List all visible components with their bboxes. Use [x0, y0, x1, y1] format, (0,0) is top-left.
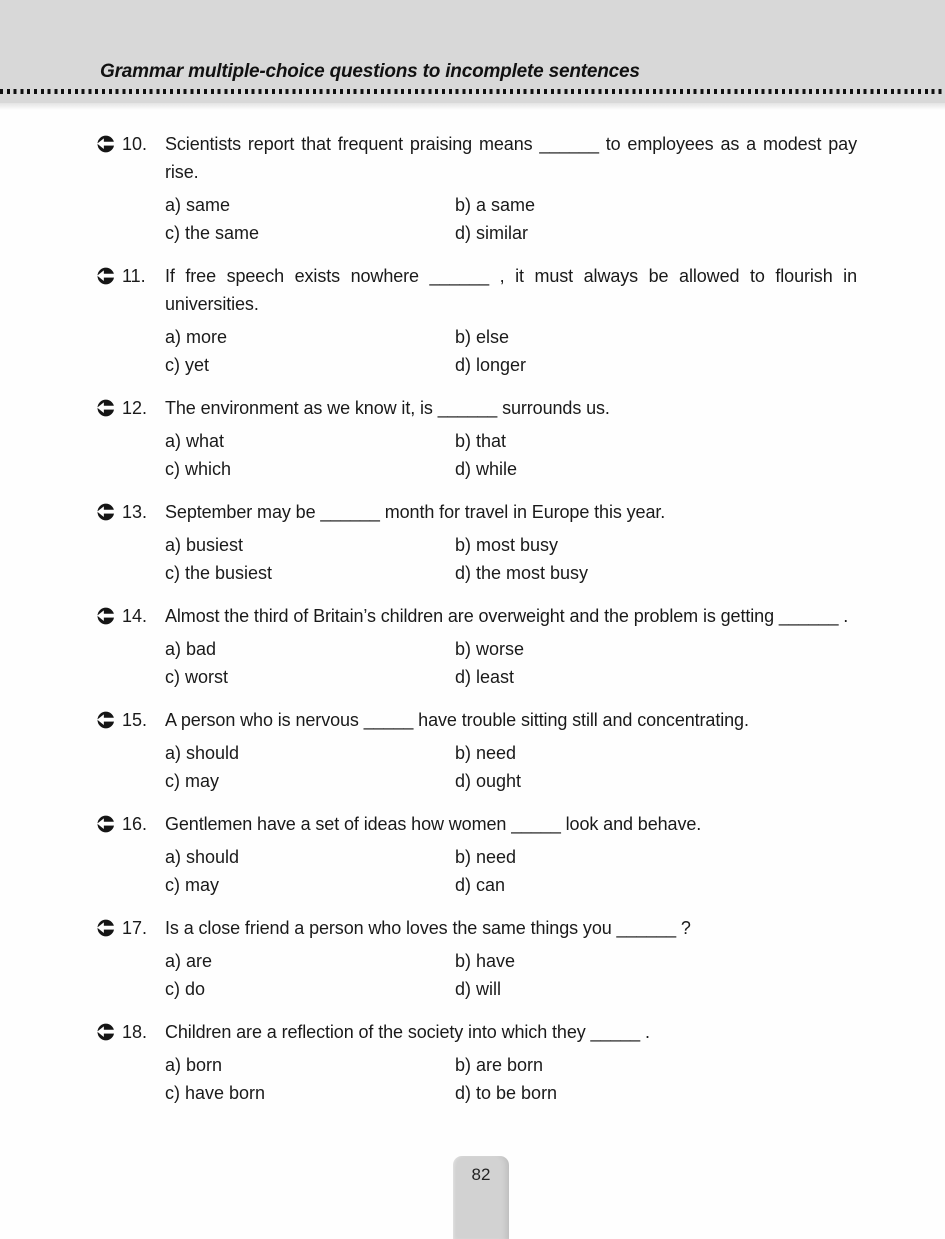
option-d: d) can: [455, 875, 506, 895]
option-d: d) to be born: [455, 1083, 558, 1103]
option-a: a) busiest: [165, 535, 244, 555]
page-title: Grammar multiple-choice questions to incomplete sentences: [100, 61, 640, 82]
circular-arrow-bullet-icon: [95, 710, 115, 730]
dotted-divider: [0, 89, 945, 94]
page-number: 82: [471, 1165, 491, 1184]
question-body: [165, 810, 857, 899]
question-body: [165, 706, 857, 795]
question-number: 10.: [122, 134, 148, 154]
option-a: a) bad: [165, 639, 217, 659]
options-grid: [165, 323, 857, 379]
question-item: [95, 394, 857, 483]
option-a: a) more: [165, 327, 228, 347]
option-b: b) have: [455, 951, 516, 971]
option-c: c) have born: [165, 1083, 266, 1103]
questions-list: [0, 110, 945, 1107]
option-b: b) a same: [455, 195, 536, 215]
question-body: [165, 1018, 857, 1107]
option-a: a) are: [165, 951, 213, 971]
option-d: d) ought: [455, 771, 522, 791]
page-header-band: [0, 0, 945, 103]
option-d: d) longer: [455, 355, 527, 375]
question-number: 11.: [122, 266, 146, 286]
question-text: Children are a reflection of the society into which they _____ .: [165, 1022, 650, 1042]
circular-arrow-bullet-icon: [95, 918, 115, 938]
question-body: [165, 262, 857, 379]
options-grid: [165, 191, 857, 247]
question-item: [95, 130, 857, 247]
question-text: September may be ______ month for travel in Europe this year.: [165, 502, 666, 522]
options-grid: [165, 1051, 857, 1107]
option-b: b) most busy: [455, 535, 559, 555]
question-body: [165, 914, 857, 1003]
option-d: d) similar: [455, 223, 529, 243]
question-item: [95, 914, 857, 1003]
option-c: c) may: [165, 771, 219, 791]
option-c: c) may: [165, 875, 219, 895]
question-body: [165, 130, 857, 247]
option-c: c) do: [165, 979, 206, 999]
question-number: 17.: [122, 918, 148, 938]
circular-arrow-bullet-icon: [95, 502, 115, 522]
circular-arrow-bullet-icon: [95, 134, 115, 154]
question-number: 14.: [122, 606, 148, 626]
question-number: 12.: [122, 398, 148, 418]
options-grid: [165, 531, 857, 587]
option-b: b) need: [455, 847, 517, 867]
option-a: a) should: [165, 847, 240, 867]
question-body: [165, 602, 857, 691]
options-grid: [165, 635, 857, 691]
option-d: d) least: [455, 667, 515, 687]
question-item: [95, 1018, 857, 1107]
question-item: [95, 262, 857, 379]
question-text: The environment as we know it, is ______ surrounds us.: [165, 398, 610, 418]
question-item: [95, 498, 857, 587]
question-number: 18.: [122, 1022, 148, 1042]
options-grid: [165, 843, 857, 899]
question-item: [95, 810, 857, 899]
question-number: 13.: [122, 502, 148, 522]
option-b: b) need: [455, 743, 517, 763]
circular-arrow-bullet-icon: [95, 266, 115, 286]
header-shadow: [0, 103, 945, 110]
question-text: Almost the third of Britain’s children are overweight and the problem is getting ______ .: [165, 606, 849, 626]
option-b: b) else: [455, 327, 510, 347]
option-a: a) same: [165, 195, 231, 215]
option-d: d) the most busy: [455, 563, 589, 583]
question-text: Scientists report that frequent praising means ______ to employees as a modest pay rise.: [165, 134, 857, 182]
question-text: Is a close friend a person who loves the same things you ______ ?: [165, 918, 691, 938]
option-c: c) worst: [165, 667, 228, 687]
question-body: [165, 394, 857, 483]
option-a: a) what: [165, 431, 225, 451]
option-c: c) yet: [165, 355, 210, 375]
option-b: b) are born: [455, 1055, 544, 1075]
options-grid: [165, 739, 857, 795]
page-number-tab: [453, 1156, 509, 1239]
question-text: Gentlemen have a set of ideas how women _____ look and behave.: [165, 814, 702, 834]
option-c: c) the busiest: [165, 563, 273, 583]
circular-arrow-bullet-icon: [95, 398, 115, 418]
option-c: c) which: [165, 459, 232, 479]
options-grid: [165, 427, 857, 483]
question-text: If free speech exists nowhere ______ , it must always be allowed to flourish in universities.: [165, 266, 857, 314]
options-grid: [165, 947, 857, 1003]
option-c: c) the same: [165, 223, 260, 243]
question-text: A person who is nervous _____ have trouble sitting still and concentrating.: [165, 710, 749, 730]
option-a: a) born: [165, 1055, 223, 1075]
question-number: 15.: [122, 710, 148, 730]
circular-arrow-bullet-icon: [95, 1022, 115, 1042]
option-d: d) will: [455, 979, 502, 999]
circular-arrow-bullet-icon: [95, 606, 115, 626]
question-item: [95, 706, 857, 795]
option-b: b) worse: [455, 639, 525, 659]
question-item: [95, 602, 857, 691]
question-number: 16.: [122, 814, 148, 834]
circular-arrow-bullet-icon: [95, 814, 115, 834]
option-a: a) should: [165, 743, 240, 763]
option-d: d) while: [455, 459, 518, 479]
option-b: b) that: [455, 431, 507, 451]
question-body: [165, 498, 857, 587]
